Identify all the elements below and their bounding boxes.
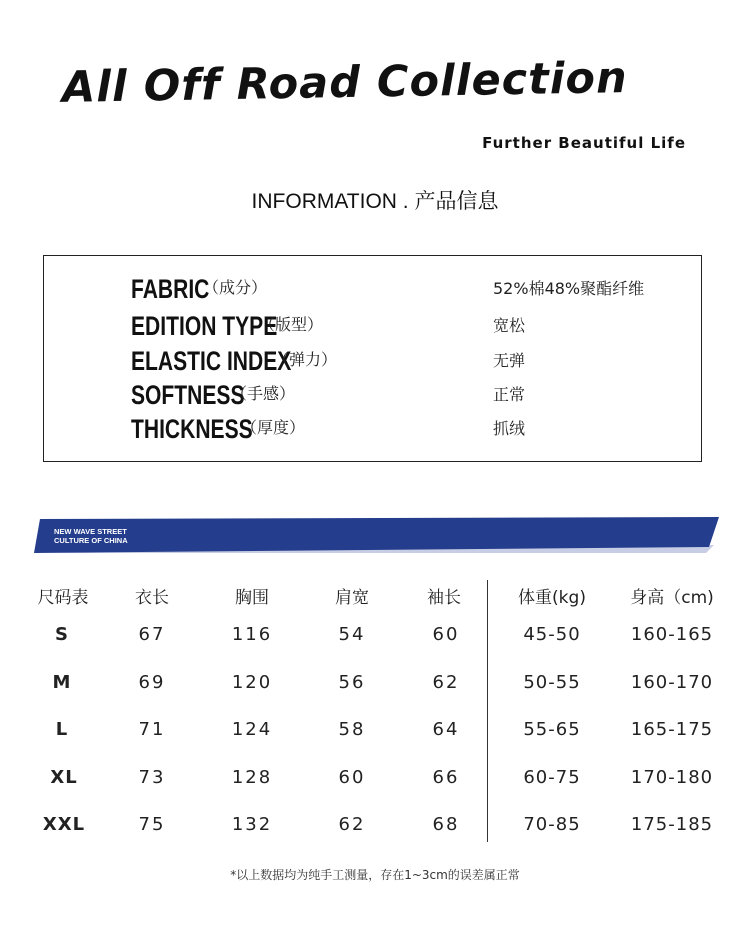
column-header-chest: 胸围 bbox=[235, 588, 269, 608]
info-label: ELASTIC INDEX bbox=[131, 346, 292, 376]
size-code: S bbox=[55, 624, 69, 645]
table-cell: 120 bbox=[231, 672, 273, 693]
tagline: Further Beautiful Life bbox=[482, 134, 686, 152]
info-value: 无弹 bbox=[493, 351, 526, 370]
info-row-thickness bbox=[131, 410, 691, 444]
column-header-shoulder: 肩宽 bbox=[335, 588, 369, 608]
info-row-elastic-index bbox=[131, 342, 691, 376]
info-value: 抓绒 bbox=[493, 419, 526, 438]
information-heading: INFORMATION . 产品信息 bbox=[251, 190, 499, 213]
info-row-fabric bbox=[131, 270, 691, 304]
table-cell: 70-85 bbox=[523, 814, 581, 835]
column-header-size: 尺码表 bbox=[37, 588, 89, 608]
table-cell: 60 bbox=[432, 624, 460, 645]
table-cell: 66 bbox=[432, 767, 460, 788]
table-cell: 165-175 bbox=[630, 719, 714, 740]
table-cell: 116 bbox=[231, 624, 273, 645]
banner-line-2: CULTURE OF CHINA bbox=[54, 536, 128, 545]
table-cell: 170-180 bbox=[630, 767, 714, 788]
table-cell: 62 bbox=[432, 672, 460, 693]
size-code: M bbox=[52, 672, 72, 693]
column-divider bbox=[487, 580, 488, 842]
banner-caption bbox=[54, 527, 128, 545]
size-chart-table bbox=[0, 575, 750, 845]
column-header-weight: 体重(kg) bbox=[518, 588, 586, 608]
table-cell: 55-65 bbox=[523, 719, 581, 740]
table-cell: 45-50 bbox=[523, 624, 581, 645]
info-label: SOFTNESS bbox=[131, 380, 245, 410]
table-cell: 124 bbox=[231, 719, 273, 740]
column-header-length: 衣长 bbox=[135, 588, 169, 608]
info-label-cn: （成分） bbox=[203, 278, 268, 297]
table-cell: 50-55 bbox=[523, 672, 581, 693]
info-label-cn: （厚度） bbox=[241, 418, 306, 437]
table-cell: 62 bbox=[338, 814, 366, 835]
info-label-cn: （手感） bbox=[231, 384, 296, 403]
table-cell: 54 bbox=[338, 624, 366, 645]
product-info-box bbox=[43, 255, 702, 462]
collection-title: All Off Road Collection bbox=[61, 53, 629, 113]
banner-shape bbox=[34, 517, 719, 553]
info-row-edition-type bbox=[131, 307, 691, 341]
table-cell: 73 bbox=[138, 767, 166, 788]
table-cell: 128 bbox=[231, 767, 273, 788]
table-cell: 64 bbox=[432, 719, 460, 740]
info-value: 宽松 bbox=[493, 316, 526, 335]
info-value: 正常 bbox=[493, 385, 526, 404]
table-cell: 160-165 bbox=[630, 624, 714, 645]
table-cell: 175-185 bbox=[630, 814, 714, 835]
table-cell: 67 bbox=[138, 624, 166, 645]
size-code: XL bbox=[50, 767, 78, 788]
table-cell: 69 bbox=[138, 672, 166, 693]
info-label-cn: （版型） bbox=[259, 315, 324, 334]
table-cell: 60 bbox=[338, 767, 366, 788]
table-cell: 71 bbox=[138, 719, 166, 740]
blue-banner bbox=[34, 517, 719, 553]
info-label: EDITION TYPE bbox=[131, 311, 278, 341]
measurement-footnote: *以上数据均为纯手工测量，存在1~3cm的误差属正常 bbox=[230, 868, 520, 882]
banner-line-1: NEW WAVE STREET bbox=[54, 527, 127, 536]
table-cell: 160-170 bbox=[630, 672, 714, 693]
info-label: THICKNESS bbox=[131, 414, 253, 444]
table-cell: 60-75 bbox=[523, 767, 581, 788]
info-row-softness bbox=[131, 376, 691, 410]
table-cell: 132 bbox=[231, 814, 273, 835]
table-cell: 56 bbox=[338, 672, 366, 693]
size-code: L bbox=[55, 719, 69, 740]
table-cell: 75 bbox=[138, 814, 166, 835]
table-cell: 58 bbox=[338, 719, 366, 740]
info-label-cn: （弹力） bbox=[273, 350, 338, 369]
size-code: XXL bbox=[42, 814, 86, 835]
column-header-sleeve: 袖长 bbox=[427, 588, 461, 608]
info-label: FABRIC bbox=[131, 274, 210, 304]
info-value: 52%棉48%聚酯纤维 bbox=[493, 279, 645, 298]
table-cell: 68 bbox=[432, 814, 460, 835]
column-header-height: 身高（cm) bbox=[630, 588, 714, 608]
